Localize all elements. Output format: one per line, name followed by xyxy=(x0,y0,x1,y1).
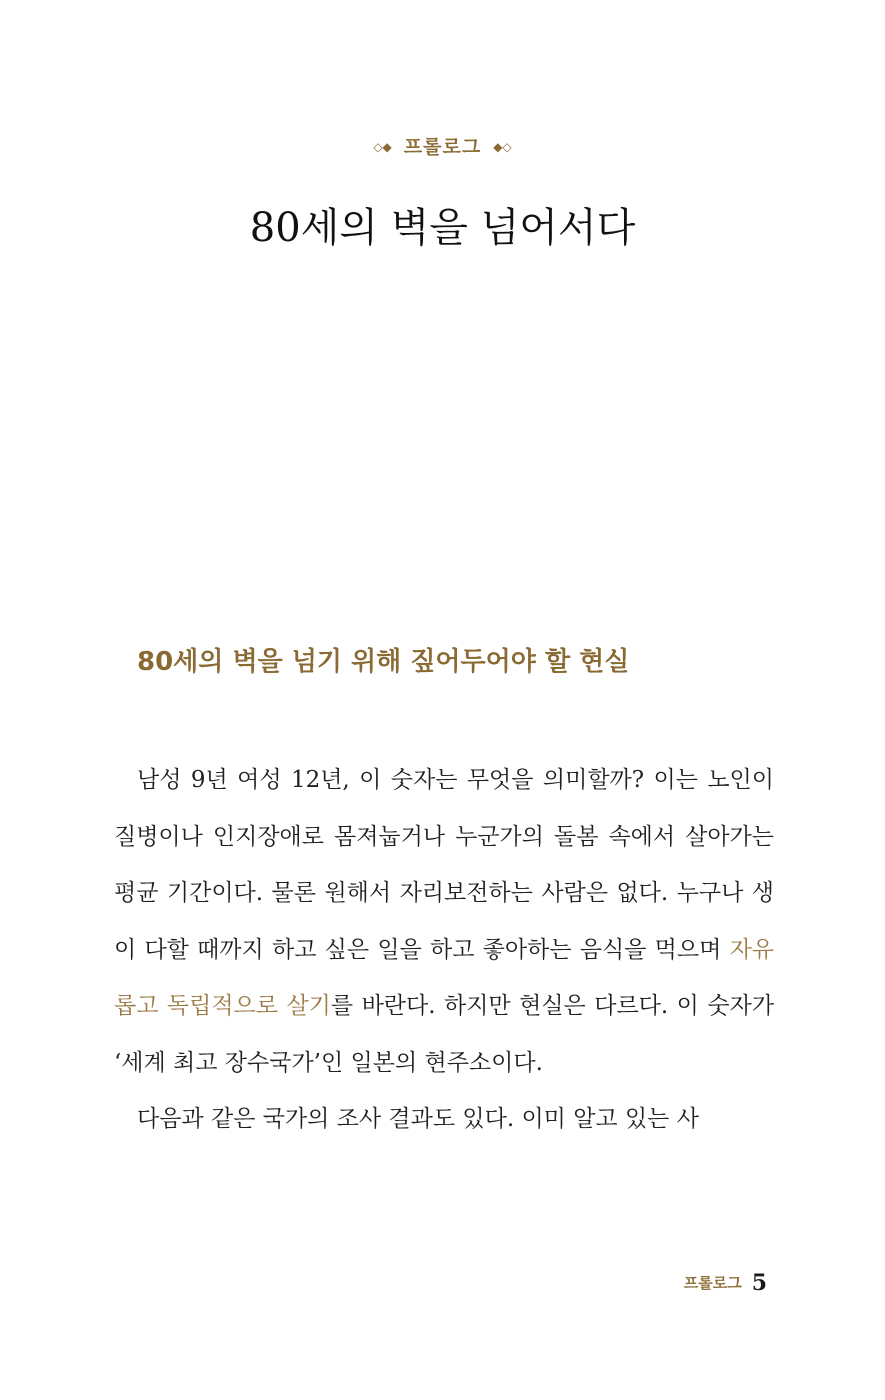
paragraph-2: 다음과 같은 국가의 조사 결과도 있다. 이미 알고 있는 사 xyxy=(137,1106,699,1132)
ornament-left-icon: ◇◆ xyxy=(373,140,392,154)
chapter-title: 80세의 벽을 넘어서다 xyxy=(249,205,636,251)
paragraph-1 xyxy=(114,752,774,1091)
body-text xyxy=(114,752,774,1148)
highlighted-phrase: 자유롭고 독립적으로 살기 xyxy=(114,936,774,1019)
page-number: 5 xyxy=(751,1270,767,1296)
chapter-label-text: 프롤로그 xyxy=(403,136,482,158)
paragraph-1-part-1: 남성 9년 여성 12년, 이 숫자는 무엇을 의미할까? 이는 노인이 질병이나 인지장애로 몸져눕거나 누군가의 돌봄 속에서 살아가는 평균 기간이다. 물론 원해서 자리보전하는 사람은 없다. 누구나 생이 다할 때까지 하고 싶은 일을 하고 좋아하는 음식을 먹으며 xyxy=(114,767,774,963)
section-heading: 80세의 벽을 넘기 위해 짚어두어야 할 현실 xyxy=(137,647,630,677)
paragraph-1-part-2: 를 바란다. 하지만 현실은 다르다. 이 숫자가 ‘세계 최고 장수국가’인 일본의 현주소이다. xyxy=(114,993,774,1076)
ornament-right-icon: ◆◇ xyxy=(493,140,512,154)
page-footer xyxy=(684,1270,767,1296)
chapter-label xyxy=(0,132,885,159)
running-footer-label: 프롤로그 xyxy=(683,1274,742,1292)
